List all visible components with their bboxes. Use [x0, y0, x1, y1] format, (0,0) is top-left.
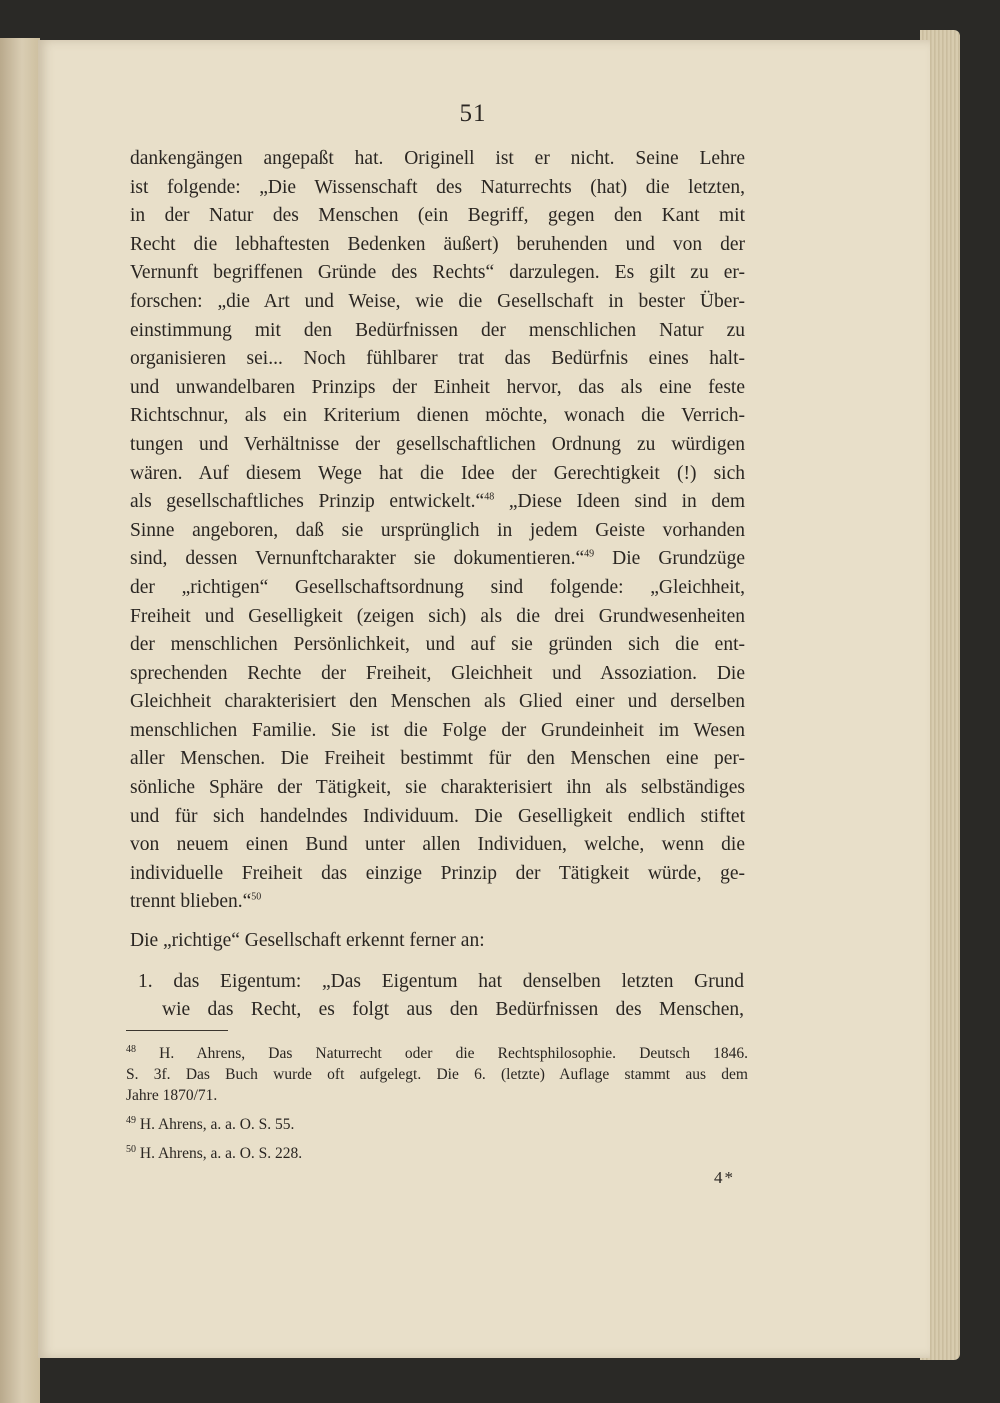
- text-line: sprechenden Rechte der Freiheit, Gleichheit und Assoziation. Die: [130, 662, 745, 684]
- text-line: Vernunft begriffenen Gründe des Rechts“ darzulegen. Es gilt zu er-: [130, 262, 745, 284]
- footnote-text: H. Ahrens, a. a. O. S. 228.: [136, 1145, 303, 1162]
- footnote-ref-48: 48: [484, 491, 495, 503]
- page-number: 51: [459, 100, 487, 127]
- text-line: ist folgende: „Die Wissenschaft des Naturrechts (hat) die letzten,: [130, 176, 745, 198]
- signature-mark: 4*: [714, 1168, 735, 1187]
- text-line: wie das Recht, es folgt aus den Bedürfnissen des Menschen,: [162, 999, 744, 1020]
- text-line: Freiheit und Geselligkeit (zeigen sich) als die drei Grundwesenheiten: [130, 605, 745, 627]
- footnote-50: [126, 1143, 748, 1164]
- footnote-ref-50: 50: [251, 891, 262, 903]
- main-paragraph: [130, 145, 745, 917]
- text-line-ref48: [130, 488, 745, 517]
- text-segment: „Diese Ideen sind in dem: [494, 491, 745, 513]
- footnote-line: S. 3f. Das Buch wurde oft aufgelegt. Die 6. (letzte) Auflage stammt aus dem: [126, 1066, 748, 1083]
- text-line: wären. Auf diesem Wege hat die Idee der Gerechtigkeit (!) sich: [130, 462, 745, 484]
- book-page: [38, 40, 930, 1358]
- text-line: und für sich handelndes Individuum. Die Geselligkeit endlich stiftet: [130, 805, 745, 827]
- text-line: 1. das Eigentum: „Das Eigentum hat denselben letzten Grund: [138, 971, 744, 992]
- text-segment: trennt blieben.“: [130, 891, 252, 913]
- footnote-text: H. Ahrens, a. a. O. S. 55.: [136, 1116, 295, 1133]
- text-line: Gleichheit charakterisiert den Menschen als Glied einer und derselben: [130, 691, 745, 713]
- footnote-line: [126, 1043, 748, 1064]
- text-line: menschlichen Familie. Sie ist die Folge der Grundeinheit im Wesen: [130, 719, 745, 741]
- enumerated-item: [138, 968, 744, 1024]
- left-page-edge: [0, 38, 40, 1403]
- text-line: dankengängen angepaßt hat. Originell ist er nicht. Seine Lehre: [130, 148, 745, 169]
- text-line-ref49: [130, 545, 745, 574]
- footnote-48: [126, 1043, 748, 1106]
- footnote-49: [126, 1114, 748, 1135]
- text-segment: sind, dessen Vernunftcharakter sie dokumentieren.“: [130, 548, 585, 570]
- footnote-number: 49: [126, 1114, 136, 1126]
- text-line: forschen: „die Art und Weise, wie die Gesellschaft in bester Über-: [130, 290, 745, 312]
- text-line: von neuem einen Bund unter allen Individuen, welche, wenn die: [130, 834, 745, 856]
- footnote-text: H. Ahrens, Das Naturrecht oder die Rechtsphilosophie. Deutsch 1846.: [136, 1045, 748, 1062]
- text-line: der „richtigen“ Gesellschaftsordnung sind folgende: „Gleichheit,: [130, 576, 745, 598]
- footnotes: [126, 1043, 748, 1164]
- text-segment: als gesellschaftliches Prinzip entwickelt.“: [130, 491, 485, 513]
- footnote-ref-49: 49: [584, 548, 595, 560]
- text-line: Sinne angeboren, daß sie ursprünglich in jedem Geiste vorhanden: [130, 519, 745, 541]
- footnote-separator: [126, 1030, 228, 1031]
- text-line: individuelle Freiheit das einzige Prinzip der Tätigkeit würde, ge-: [130, 862, 745, 884]
- footnote-number: 48: [126, 1043, 136, 1055]
- text-line: der menschlichen Persönlichkeit, und auf sie gründen sich die ent-: [130, 634, 745, 656]
- text-line: in der Natur des Menschen (ein Begriff, gegen den Kant mit: [130, 205, 745, 227]
- text-line: Richtschnur, als ein Kriterium dienen möchte, wonach die Verrich-: [130, 405, 745, 427]
- text-line: aller Menschen. Die Freiheit bestimmt für den Menschen eine per-: [130, 748, 745, 770]
- text-line: tungen und Verhältnisse der gesellschaftlichen Ordnung zu würdigen: [130, 433, 745, 455]
- text-segment: Die Grundzüge: [594, 548, 745, 570]
- text-line: Recht die lebhaftesten Bedenken äußert) beruhenden und von der: [130, 233, 745, 255]
- text-line: sönliche Sphäre der Tätigkeit, sie charakterisiert ihn als selbständiges: [130, 777, 745, 799]
- footnote-line: Jahre 1870/71.: [126, 1087, 218, 1104]
- text-line: und unwandelbaren Prinzips der Einheit hervor, das als eine feste: [130, 376, 745, 398]
- footnote-number: 50: [126, 1143, 136, 1155]
- text-line: einstimmung mit den Bedürfnissen der menschlichen Natur zu: [130, 319, 745, 341]
- second-paragraph: Die „richtige“ Gesellschaft erkennt ferner an:: [130, 930, 485, 951]
- text-line: organisieren sei... Noch fühlbarer trat das Bedürfnis eines halt-: [130, 348, 745, 370]
- text-line-ref50: [130, 888, 745, 917]
